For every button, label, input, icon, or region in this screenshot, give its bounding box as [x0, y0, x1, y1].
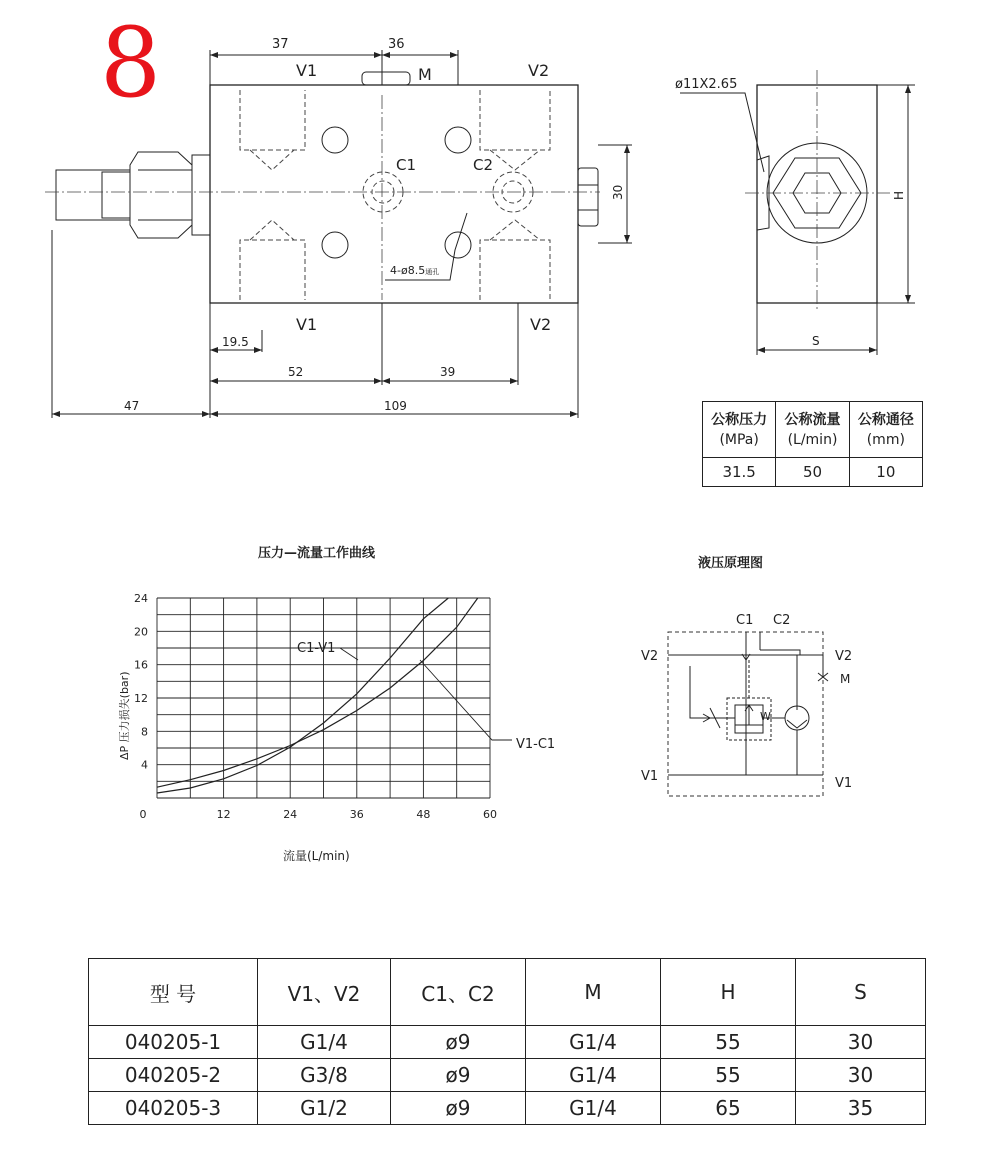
spec-table [702, 401, 923, 487]
schematic-title: 液压原理图 [698, 556, 764, 571]
chart-ylabel: ΔP 压力损失(bar) [118, 671, 131, 760]
y-tick-label: 12 [134, 692, 148, 705]
model-cell: 55 [661, 1026, 796, 1059]
model-cell: 040205-1 [89, 1026, 258, 1059]
callout-v1-c1 [420, 660, 512, 740]
series-label-v1-c1: V1-C1 [516, 737, 556, 752]
side-view-drawing [640, 60, 940, 360]
model-table [88, 958, 926, 1125]
model-cell: G1/4 [526, 1059, 661, 1092]
schematic-v2-left: V2 [641, 649, 659, 664]
label-m: M [418, 65, 432, 84]
y-tick-label: 16 [134, 658, 148, 672]
dim-109: 109 [384, 399, 407, 413]
model-cell: ø9 [391, 1092, 526, 1125]
x-tick-label: 36 [349, 808, 364, 821]
dim-47: 47 [124, 399, 140, 413]
dim-39: 39 [440, 365, 456, 379]
x-tick-label: 24 [283, 808, 298, 821]
label-s: S [812, 334, 820, 348]
spec-flow-value: 50 [776, 458, 849, 487]
table-row [89, 1092, 926, 1125]
spec-header-flow: 公称流量 (L/min) [776, 402, 849, 458]
model-cell: 65 [661, 1092, 796, 1125]
spec-diameter-value: 10 [849, 458, 922, 487]
schematic-m: M [840, 672, 851, 686]
chart-grid [157, 598, 490, 798]
y-tick-label: 8 [141, 725, 148, 739]
spec-header-diameter: 公称通径 (mm) [849, 402, 922, 458]
figure-number: 8 [100, 7, 162, 119]
model-cell: 30 [796, 1026, 926, 1059]
model-cell: ø9 [391, 1026, 526, 1059]
schematic-w: W [760, 710, 771, 723]
schematic-v1-left: V1 [641, 769, 659, 784]
label-c2: C2 [473, 156, 494, 174]
schematic-v2-right: V2 [835, 649, 853, 664]
model-header-h: H [661, 959, 796, 1026]
y-tick-label: 20 [134, 625, 148, 639]
chart-title: 压力—流量工作曲线 [258, 546, 376, 561]
chart-xlabel: 流量(L/min) [283, 849, 350, 863]
model-cell: ø9 [391, 1059, 526, 1092]
schematic-c1: C1 [736, 613, 754, 628]
hydraulic-schematic [630, 540, 870, 810]
model-header-row [89, 959, 926, 1026]
oring-note: ø11X2.65 [675, 77, 738, 92]
y-tick-label: 4 [141, 758, 148, 772]
x-tick-label: 12 [216, 808, 231, 821]
dim-37: 37 [272, 37, 289, 52]
model-cell: 040205-3 [89, 1092, 258, 1125]
dim-19-5: 19.5 [222, 335, 249, 349]
model-header-m: M [526, 959, 661, 1026]
model-header-v1v2: V1、V2 [258, 959, 391, 1026]
model-cell: 040205-2 [89, 1059, 258, 1092]
model-cell: 55 [661, 1059, 796, 1092]
dim-52: 52 [288, 365, 304, 379]
label-v1-top: V1 [296, 61, 318, 80]
model-cell: G1/2 [258, 1092, 391, 1125]
schematic-v1-right: V1 [835, 776, 853, 791]
schematic-c2: C2 [773, 613, 791, 628]
model-cell: G1/4 [526, 1092, 661, 1125]
model-cell: 35 [796, 1092, 926, 1125]
model-cell: 30 [796, 1059, 926, 1092]
front-view-drawing [0, 0, 640, 430]
chart-ticks [134, 592, 497, 821]
series-label-c1-v1: C1-V1 [297, 641, 336, 656]
model-header-s: S [796, 959, 926, 1026]
spec-value-row [703, 458, 923, 487]
table-row [89, 1059, 926, 1092]
hole-note: 4-ø8.5通孔 [390, 264, 440, 277]
model-cell: G1/4 [526, 1026, 661, 1059]
spec-header-pressure: 公称压力 (MPa) [703, 402, 776, 458]
dim-36: 36 [388, 37, 405, 52]
x-tick-label: 0 [139, 808, 147, 821]
x-tick-label: 48 [416, 808, 431, 821]
spec-header-row [703, 402, 923, 458]
label-v2-top: V2 [528, 61, 550, 80]
label-v2-bottom: V2 [530, 315, 552, 334]
callout-c1-v1 [340, 648, 358, 660]
spec-pressure-value: 31.5 [703, 458, 776, 487]
series-line-v1-c1 [157, 598, 478, 787]
y-tick-label: 24 [134, 592, 148, 605]
model-cell: G1/4 [258, 1026, 391, 1059]
model-cell: G3/8 [258, 1059, 391, 1092]
chart-series [157, 598, 478, 793]
model-header-type: 型 号 [89, 959, 258, 1026]
series-line-c1-v1 [157, 598, 448, 793]
label-h: H [892, 190, 906, 200]
dim-30: 30 [611, 184, 625, 200]
x-tick-label: 60 [483, 808, 497, 821]
table-row [89, 1026, 926, 1059]
pressure-flow-chart [100, 530, 556, 880]
label-c1: C1 [396, 156, 417, 174]
label-v1-bottom: V1 [296, 315, 318, 334]
model-header-c1c2: C1、C2 [391, 959, 526, 1026]
